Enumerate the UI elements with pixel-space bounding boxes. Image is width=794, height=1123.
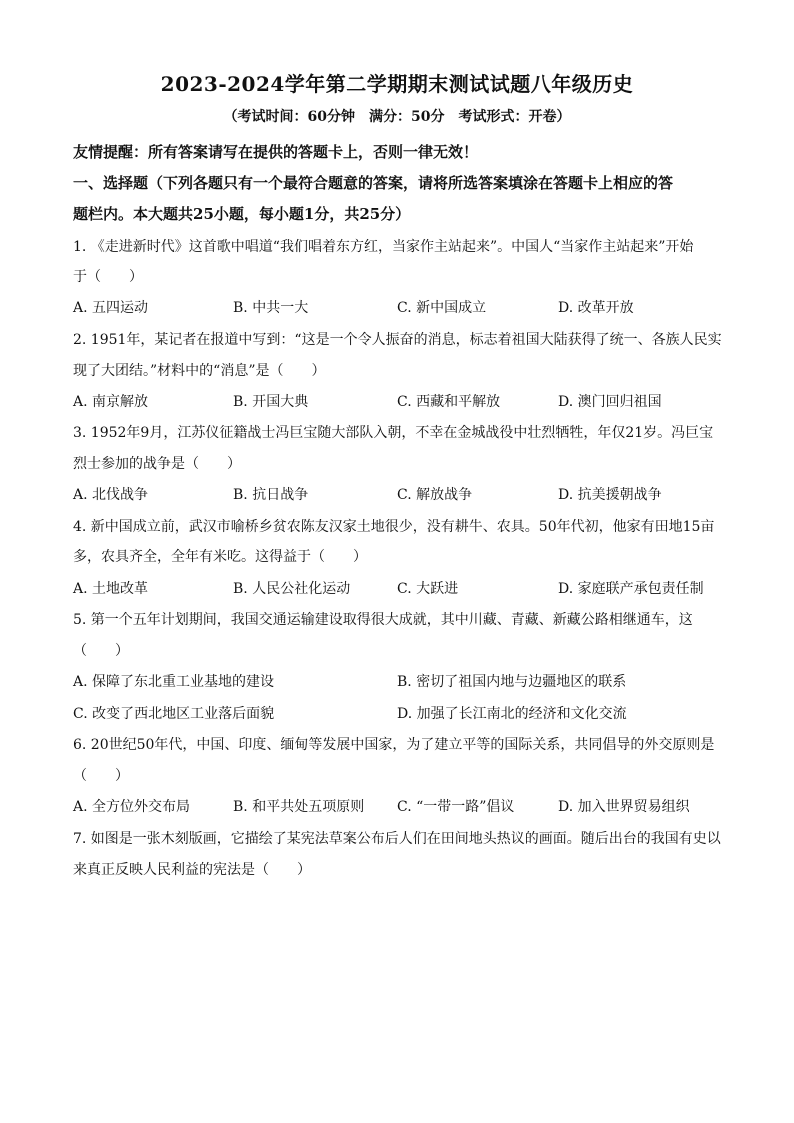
question-5-option-a: A. 保障了东北重工业基地的建设 <box>73 674 275 690</box>
question-3-line-2: 烈士参加的战争是（ ） <box>73 456 241 472</box>
question-6-option-d: D. 加入世界贸易组织 <box>558 799 690 815</box>
question-2-option-b: B. 开国大典 <box>233 394 309 410</box>
question-1-line-2: 于（ ） <box>73 269 143 285</box>
section-heading-line-2: 题栏内。本大题共25小题，每小题1分，共25分） <box>73 205 411 223</box>
question-5-line-2: （ ） <box>73 643 129 659</box>
question-1-option-c: C. 新中国成立 <box>397 300 487 316</box>
question-6-option-c: C. “一带一路”倡议 <box>397 799 515 815</box>
question-3-option-a: A. 北伐战争 <box>73 487 149 503</box>
question-3-line-1: 3. 1952年9月，江苏仪征籍战士冯巨宝随大部队入朝，不幸在金城战役中壮烈牺牲，年仅21岁。冯巨宝 <box>73 425 714 441</box>
question-3-option-c: C. 解放战争 <box>397 487 473 503</box>
question-6-option-a: A. 全方位外交布局 <box>73 799 191 815</box>
question-4-line-2: 多，农具齐全，全年有米吃。这得益于（ ） <box>73 549 367 565</box>
question-4-option-d: D. 家庭联产承包责任制 <box>558 581 704 597</box>
question-6-line-1: 6. 20世纪50年代，中国、印度、缅甸等发展中国家，为了建立平等的国际关系，共同倡导的外交原则是 <box>73 737 715 753</box>
question-5-option-c: C. 改变了西北地区工业落后面貌 <box>73 706 275 722</box>
question-6-option-b: B. 和平共处五项原则 <box>233 799 365 815</box>
question-7-line-2: 来真正反映人民利益的宪法是（ ） <box>73 862 311 878</box>
exam-subtitle: （考试时间：60分钟 满分：50分 考试形式：开卷） <box>223 109 571 125</box>
question-1-option-a: A. 五四运动 <box>73 300 149 316</box>
question-4-option-c: C. 大跃进 <box>397 581 459 597</box>
question-7-line-1: 7. 如图是一张木刻版画，它描绘了某宪法草案公布后人们在田间地头热议的画面。随后出台的我国有史以 <box>73 831 721 847</box>
question-2-option-d: D. 澳门回归祖国 <box>558 394 662 410</box>
question-2-line-1: 2. 1951年，某记者在报道中写到：“这是一个令人振奋的消息，标志着祖国大陆获得了统一、各族人民实 <box>73 332 722 348</box>
question-2-line-2: 现了大团结。”材料中的“消息”是（ ） <box>73 363 326 379</box>
question-5-option-d: D. 加强了长江南北的经济和文化交流 <box>397 706 627 722</box>
question-4-option-b: B. 人民公社化运动 <box>233 581 351 597</box>
notice-text: 友情提醒：所有答案请写在提供的答题卡上，否则一律无效！ <box>73 143 479 161</box>
question-2-option-a: A. 南京解放 <box>73 394 149 410</box>
question-1-option-d: D. 改革开放 <box>558 300 634 316</box>
question-2-option-c: C. 西藏和平解放 <box>397 394 501 410</box>
question-3-option-d: D. 抗美援朝战争 <box>558 487 662 503</box>
question-1-line-1: 1. 《走进新时代》这首歌中唱道“我们唱着东方红，当家作主站起来”。中国人“当家作主站起来”开始 <box>73 239 694 255</box>
question-3-option-b: B. 抗日战争 <box>233 487 309 503</box>
section-heading-line-1: 一、选择题（下列各题只有一个最符合题意的答案，请将所选答案填涂在答题卡上相应的答 <box>73 174 674 192</box>
question-4-line-1: 4. 新中国成立前，武汉市喻桥乡贫农陈友汉家土地很少，没有耕牛、农具。50年代初，他家有田地15亩 <box>73 519 715 535</box>
question-5-line-1: 5. 第一个五年计划期间，我国交通运输建设取得很大成就，其中川藏、青藏、新藏公路相继通车，这 <box>73 612 693 628</box>
question-4-option-a: A. 土地改革 <box>73 581 149 597</box>
exam-title: 2023-2024学年第二学期期末测试试题八年级历史 <box>160 72 634 96</box>
question-5-option-b: B. 密切了祖国内地与边疆地区的联系 <box>397 674 627 690</box>
question-6-line-2: （ ） <box>73 768 129 784</box>
question-1-option-b: B. 中共一大 <box>233 300 309 316</box>
